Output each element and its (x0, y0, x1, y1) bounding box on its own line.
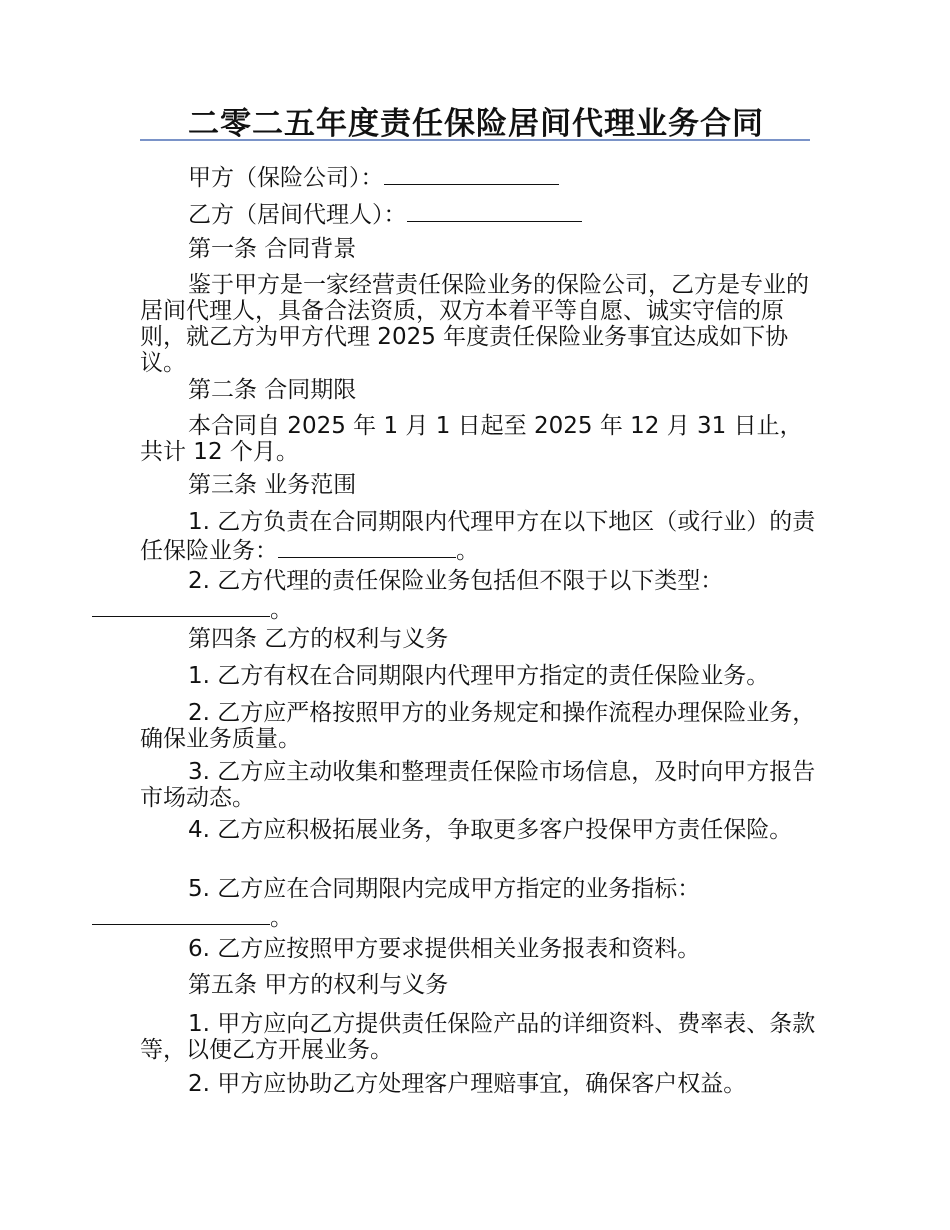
article-3-heading: 第三条 业务范围 (188, 472, 357, 498)
party-a-label: 甲方（保险公司）： (188, 165, 384, 191)
article-1-text: 鉴于甲方是一家经营责任保险业务的保险公司，乙方是专业的居间代理人，具备合法资质，双方本着平等自愿、诚实守信的原则，就乙方为甲方代理 2025 年度责任保险业务事宜达成如下协议。 (140, 272, 809, 376)
party-a-blank (384, 162, 559, 185)
party-b-label: 乙方（居间代理人）： (188, 202, 407, 228)
article-3-item-1 (140, 509, 820, 564)
target-blank (92, 902, 270, 925)
period: 。 (270, 597, 293, 623)
period: 。 (270, 905, 293, 931)
article-5-item-1: 1. 甲方应向乙方提供责任保险产品的详细资料、费率表、条款等，以便乙方开展业务。 (140, 1011, 816, 1063)
type-blank (92, 594, 270, 617)
party-b-blank (407, 199, 582, 222)
title-underline (140, 139, 810, 141)
article-3-item-2 (140, 568, 820, 623)
article-4-item-1: 1. 乙方有权在合同期限内代理甲方指定的责任保险业务。 (188, 663, 770, 689)
article-4-item-3: 3. 乙方应主动收集和整理责任保险市场信息，及时向甲方报告市场动态。 (140, 759, 816, 811)
article-4-item-5-text: 5. 乙方应在合同期限内完成甲方指定的业务指标： (188, 876, 701, 902)
article-4-heading: 第四条 乙方的权利与义务 (188, 626, 449, 652)
document-title: 二零二五年度责任保险居间代理业务合同 (188, 106, 764, 142)
article-2-heading: 第二条 合同期限 (188, 377, 357, 403)
article-1-heading: 第一条 合同背景 (188, 236, 357, 262)
region-blank (278, 535, 456, 558)
party-a-line (140, 162, 820, 191)
period: 。 (456, 538, 479, 564)
article-4-item-6: 6. 乙方应按照甲方要求提供相关业务报表和资料。 (188, 936, 701, 962)
article-3-item-1-text: 1. 乙方负责在合同期限内代理甲方在以下地区（或行业）的责任保险业务： (140, 509, 816, 564)
article-5-item-2: 2. 甲方应协助乙方处理客户理赔事宜，确保客户权益。 (188, 1071, 747, 1097)
article-3-item-2-text: 2. 乙方代理的责任保险业务包括但不限于以下类型： (188, 568, 724, 594)
article-2-text: 本合同自 2025 年 1 月 1 日起至 2025 年 12 月 31 日止，共计 12 个月。 (140, 413, 803, 465)
article-4-item-5 (140, 876, 820, 931)
article-4-item-2: 2. 乙方应严格按照甲方的业务规定和操作流程办理保险业务，确保业务质量。 (140, 700, 816, 752)
party-b-line (140, 199, 820, 228)
article-4-item-4: 4. 乙方应积极拓展业务，争取更多客户投保甲方责任保险。 (188, 817, 793, 843)
article-5-heading: 第五条 甲方的权利与义务 (188, 972, 449, 998)
